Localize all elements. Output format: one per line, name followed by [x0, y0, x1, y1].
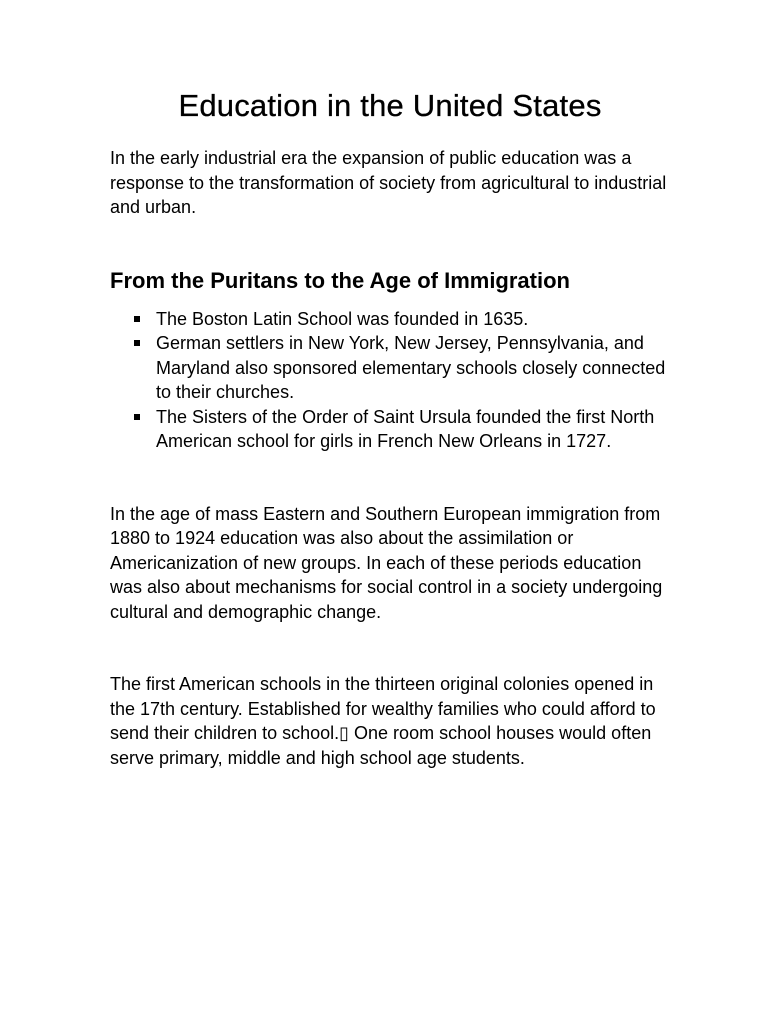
square-bullet-icon: [134, 316, 140, 322]
section-heading: From the Puritans to the Age of Immigration: [110, 267, 570, 293]
list-item: [110, 307, 670, 332]
square-bullet-icon: [134, 340, 140, 346]
list-item-text: The Sisters of the Order of Saint Ursula founded the first North American school for girls in French New Orleans in 1727.: [156, 406, 655, 451]
list-item: [110, 405, 670, 454]
intro-paragraph: In the early industrial era the expansion of public education was a response to the transformation of society from agricultural to industrial and urban.: [110, 148, 667, 217]
list-item-text: German settlers in New York, New Jersey, Pennsylvania, and Maryland also sponsored elementary schools closely connected to their churches.: [156, 333, 666, 402]
bullet-list: [110, 307, 670, 454]
document-page: [110, 86, 670, 770]
list-item-text: The Boston Latin School was founded in 1635.: [156, 308, 529, 329]
document-title: Education in the United States: [178, 88, 602, 123]
immigration-paragraph: In the age of mass Eastern and Southern European immigration from 1880 to 1924 education was also about the assimilation or Americanization of new groups. In each of these periods education was also about mechanisms for social control in a society undergoing cultural and demographic change.: [110, 503, 663, 622]
list-item: [110, 331, 670, 405]
square-bullet-icon: [134, 414, 140, 420]
colonies-paragraph: The first American schools in the thirteen original colonies opened in the 17th century. Established for wealthy families who could afford to send their children to school.▯ One room school houses would often serve primary, middle and high school age students.: [110, 674, 656, 768]
